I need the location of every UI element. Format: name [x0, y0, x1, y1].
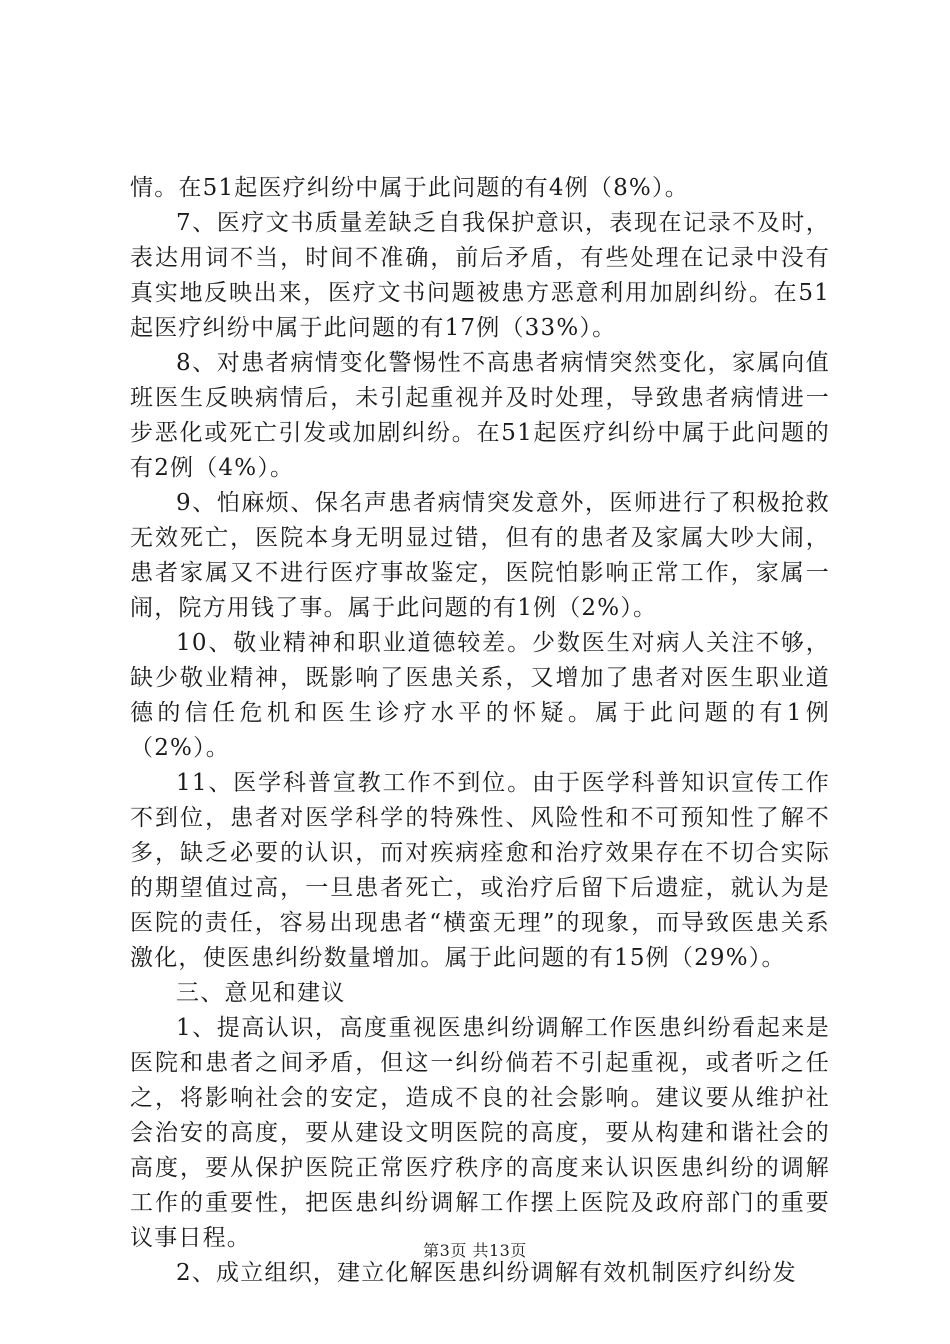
paragraph-item-7: 7、医疗文书质量差缺乏自我保护意识，表现在记录不及时，表达用词不当，时间不准确，前后矛盾，有些处理在记录中没有真实地反映出来，医疗文书问题被患方恶意利用加剧纠纷。在51起医疗纠纷中属于此问题的有17例（33%）。	[130, 210, 830, 341]
paragraph-continuation: 情。在51起医疗纠纷中属于此问题的有4例（8%）。	[130, 175, 689, 201]
paragraph-item-10: 10、敬业精神和职业道德较差。少数医生对病人关注不够，缺少敬业精神，既影响了医患关系，又增加了患者对医生职业道德的信任危机和医生诊疗水平的怀疑。属于此问题的有1例（2%）。	[130, 630, 830, 761]
paragraph-suggestion-1: 1、提高认识，高度重视医患纠纷调解工作医患纠纷看起来是医院和患者之间矛盾，但这一纠纷倘若不引起重视，或者听之任之，将影响社会的安定，造成不良的社会影响。建议要从维护社会治安的高度，要从建设文明医院的高度，要从构建和谐社会的高度，要从保护医院正常医疗秩序的高度来认识医患纠纷的调解工作的重要性，把医患纠纷调解工作摆上医院及政府部门的重要议事日程。	[130, 1015, 830, 1251]
paragraph-item-9: 9、怕麻烦、保名声患者病情突发意外，医师进行了积极抢救无效死亡，医院本身无明显过错，但有的患者及家属大吵大闹，患者家属又不进行医疗事故鉴定，医院怕影响正常工作，家属一闹，院方用钱了事。属于此问题的有1例（2%）。	[130, 490, 830, 621]
document-body	[130, 171, 830, 1291]
page-number-footer: 第3页 共13页	[423, 1241, 527, 1260]
paragraph-item-8: 8、对患者病情变化警惕性不高患者病情突然变化，家属向值班医生反映病情后，未引起重视并及时处理，导致患者病情进一步恶化或死亡引发或加剧纠纷。在51起医疗纠纷中属于此问题的有2例（4%）。	[130, 350, 830, 481]
section-heading: 三、意见和建议	[176, 980, 346, 1006]
paragraph-item-11: 11、医学科普宣教工作不到位。由于医学科普知识宣传工作不到位，患者对医学科学的特殊性、风险性和不可预知性了解不多，缺乏必要的认识，而对疾病痊愈和治疗效果存在不切合实际的期望值过高，一旦患者死亡，或治疗后留下后遗症，就认为是医院的责任，容易出现患者“横蛮无理”的现象，而导致医患关系激化，使医患纠纷数量增加。属于此问题的有15例（29%）。	[130, 770, 830, 971]
paragraph-suggestion-2: 2、成立组织，建立化解医患纠纷调解有效机制医疗纠纷发	[176, 1260, 797, 1286]
